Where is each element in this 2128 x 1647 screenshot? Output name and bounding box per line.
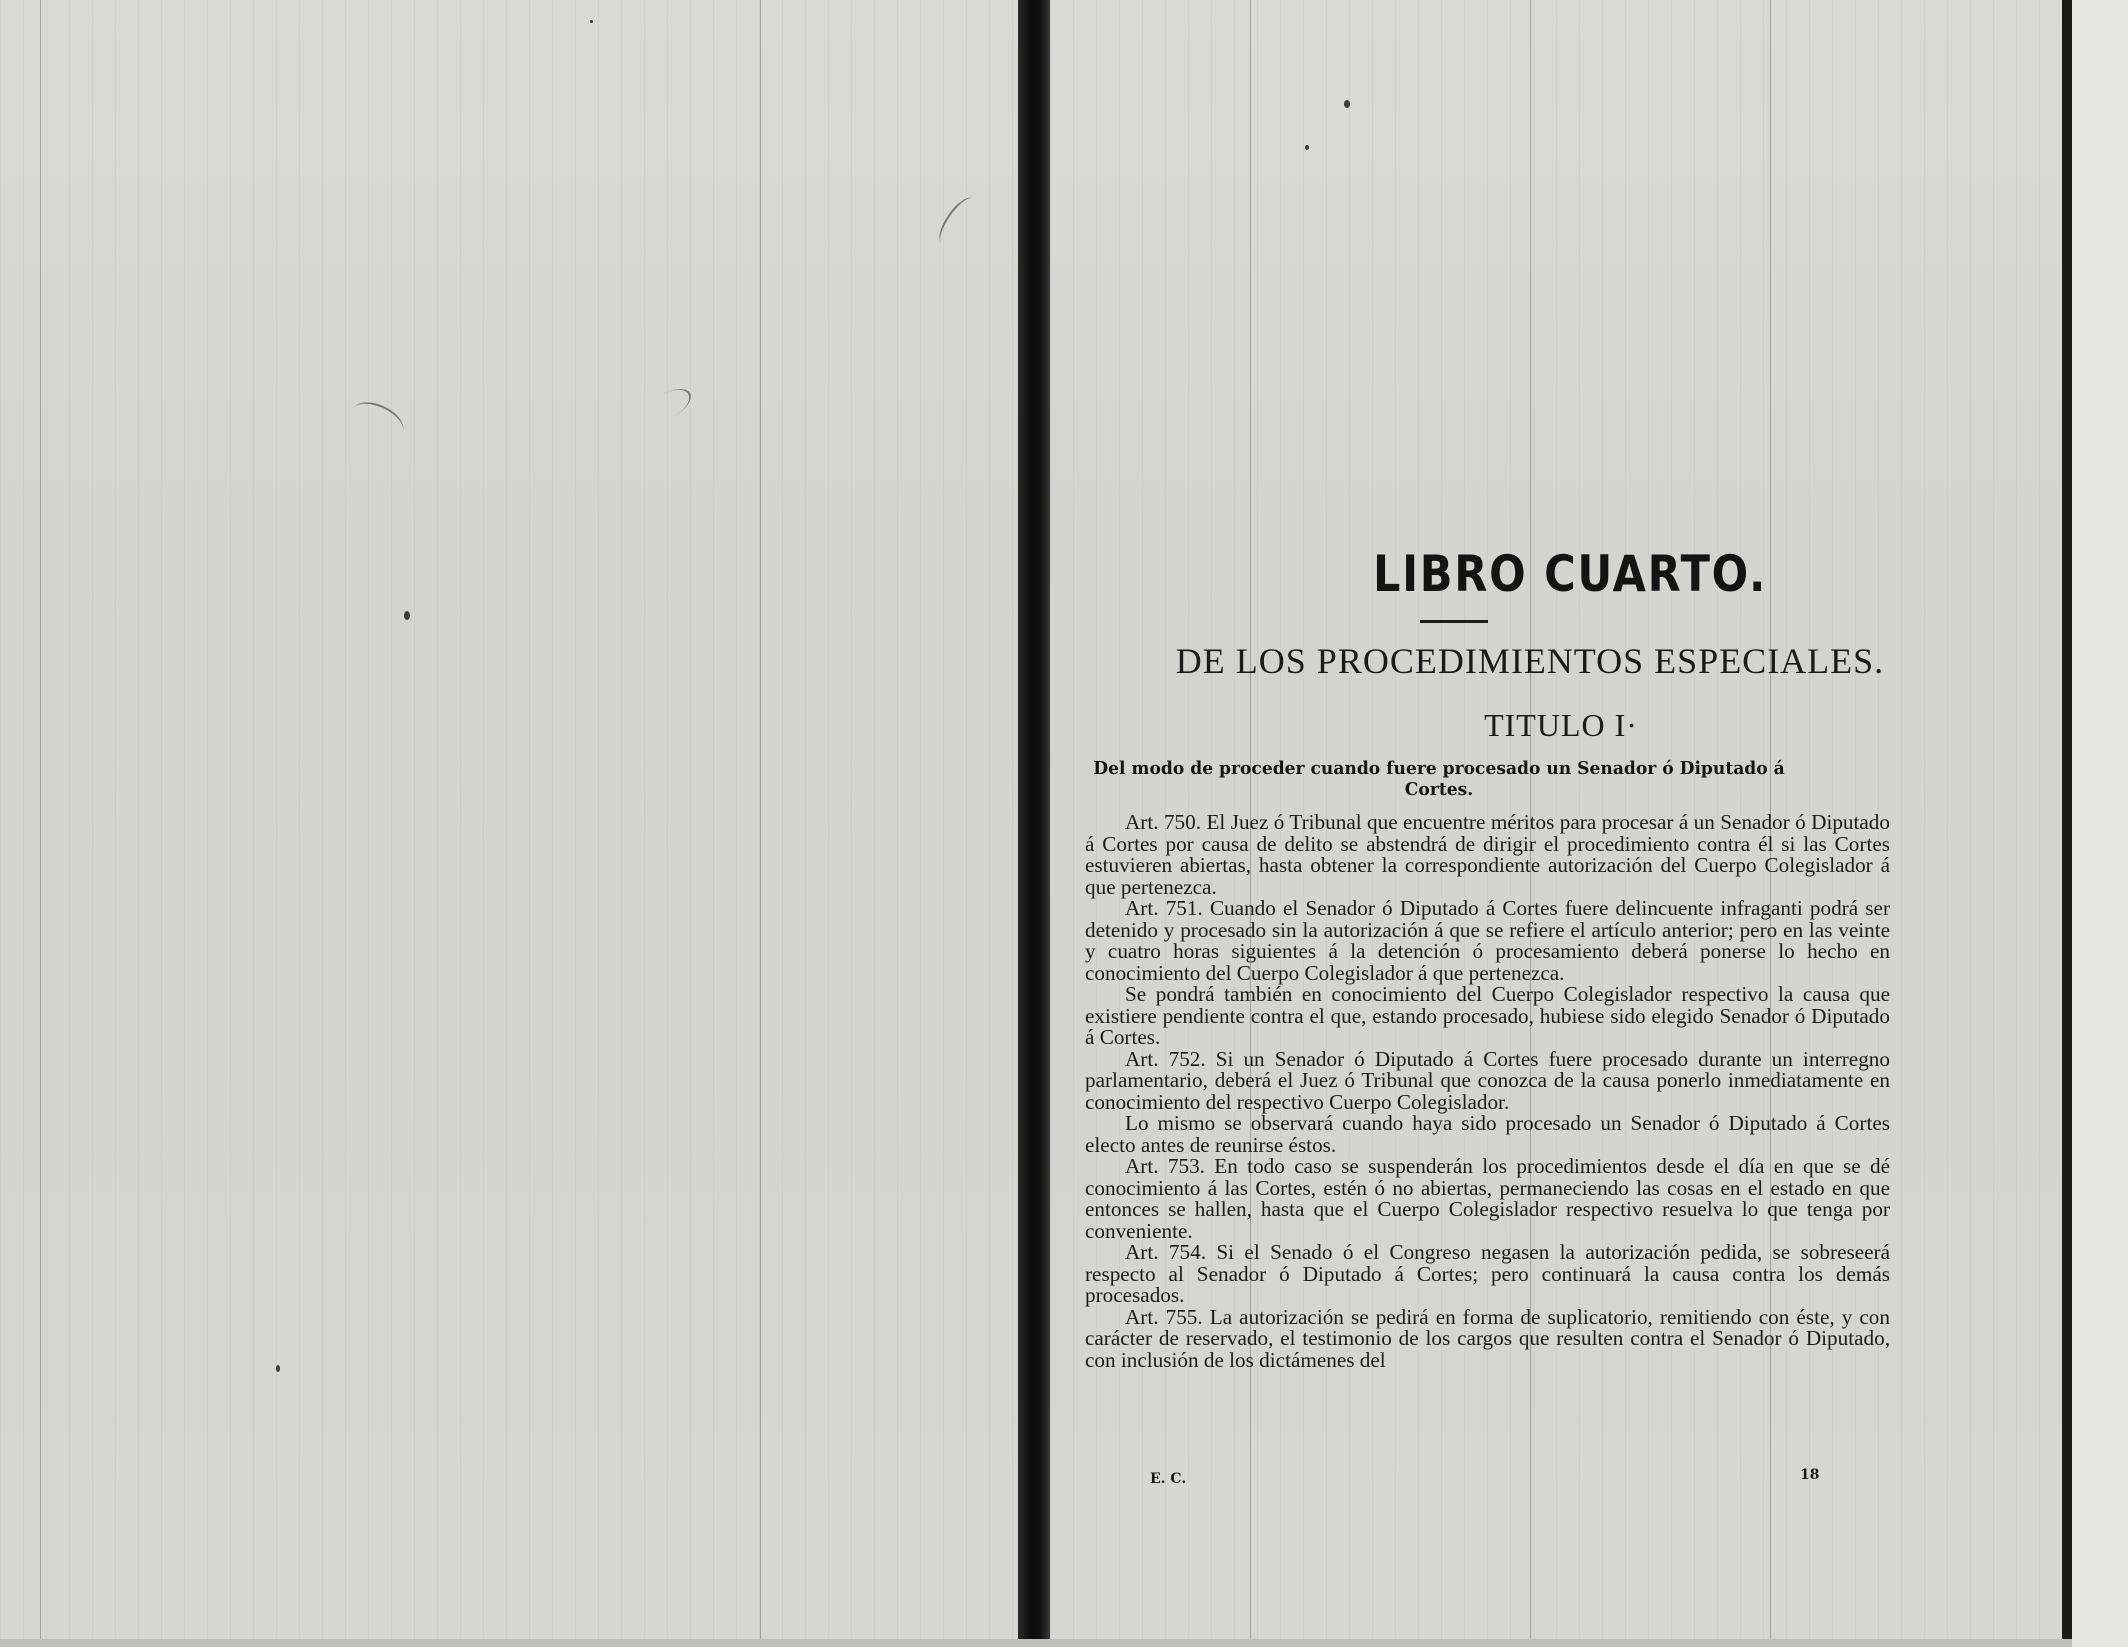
paper-scratch: [933, 192, 983, 250]
titulo-subtitle: Del modo de proceder cuando fuere procesado un Senador ó Diputado á Cortes.: [1093, 758, 1785, 800]
paper-scratch: [346, 395, 409, 447]
page-edge-shadow: [2062, 0, 2072, 1647]
book-title: LIBRO CUARTO.: [1372, 545, 1768, 603]
article-paragraph: Art. 750. El Juez ó Tribunal que encuentre méritos para procesar á un Senador ó Diputado á Cortes por causa de delito se abstendrá de dirigir el procedimiento contra él si las Cortes estuvieren abiertas, hasta obtener la correspondiente autorización del Cuerpo Colegislador á que pertenezca.: [1085, 810, 1890, 899]
scan-margin: [2072, 0, 2128, 1647]
paper-speck: [590, 20, 593, 23]
article-paragraph: Art. 755. La autorización se pedirá en forma de suplicatorio, remitiendo con éste, y con carácter de reservado, el testimonio de los cargos que resulten contra el Senador ó Diputado, con inclusión de los dictámenes del: [1085, 1304, 1890, 1372]
titulo-heading: TITULO I·: [1484, 707, 1638, 743]
page-bottom-edge: [0, 1639, 2072, 1647]
continuation-paragraph: Lo mismo se observará cuando haya sido procesado un Senador ó Diputado á Cortes electo antes de reunirse éstos.: [1085, 1111, 1890, 1157]
continuation-paragraph: Se pondrá también en conocimiento del Cuerpo Colegislador respectivo la causa que existiere pendiente contra el que, estando procesado, hubiese sido elegido Senador ó Diputado á Cortes.: [1085, 982, 1890, 1049]
article-paragraph: Art. 753. En todo caso se suspenderán los procedimientos desde el día en que se dé conocimiento á las Cortes, estén ó no abiertas, permaneciendo las cosas en el estado en que entonces se hallen, hasta que el Cuerpo Colegislador respectivo resuelva lo que tenga por conveniente.: [1085, 1154, 1890, 1243]
article-paragraph: Art. 752. Si un Senador ó Diputado á Cortes fuere procesado durante un interregno parlamentario, deberá el Juez ó Tribunal que conozca de la causa ponerlo inmediatamente en conocimiento del respectivo Cuerpo Colegislador.: [1085, 1046, 1890, 1114]
article-paragraph: Art. 751. Cuando el Senador ó Diputado á Cortes fuere delincuente infraganti podrá ser detenido y procesado sin la autorización á que se refiere el artículo anterior; pero en las veinte y cuatro horas siguientes á la detención ó procesamiento deberá ponerse lo hecho en conocimiento del Cuerpo Colegislador á que pertenezca.: [1085, 896, 1890, 985]
paper-line: [40, 0, 41, 1647]
title-divider: [1420, 620, 1488, 623]
paper-scratch: [639, 382, 697, 430]
left-page-blank: [0, 0, 1018, 1647]
paper-speck: [1305, 145, 1309, 150]
page-number: 18: [1800, 1467, 1820, 1483]
book-gutter: [1018, 0, 1050, 1647]
signature-mark: E. C.: [1150, 1471, 1187, 1487]
paper-line: [760, 0, 761, 1647]
right-page: [1050, 0, 2070, 1647]
paper-speck: [1344, 100, 1350, 108]
body-text: [1085, 812, 1890, 1371]
article-paragraph: Art. 754. Si el Senado ó el Congreso negasen la autorización pedida, se sobreseerá respecto al Senador ó Diputado á Cortes; pero continuará la causa contra los demás procesados.: [1085, 1240, 1890, 1307]
section-title: DE LOS PROCEDIMIENTOS ESPECIALES.: [1175, 641, 1885, 681]
paper-speck: [404, 611, 410, 620]
paper-speck: [276, 1365, 280, 1372]
